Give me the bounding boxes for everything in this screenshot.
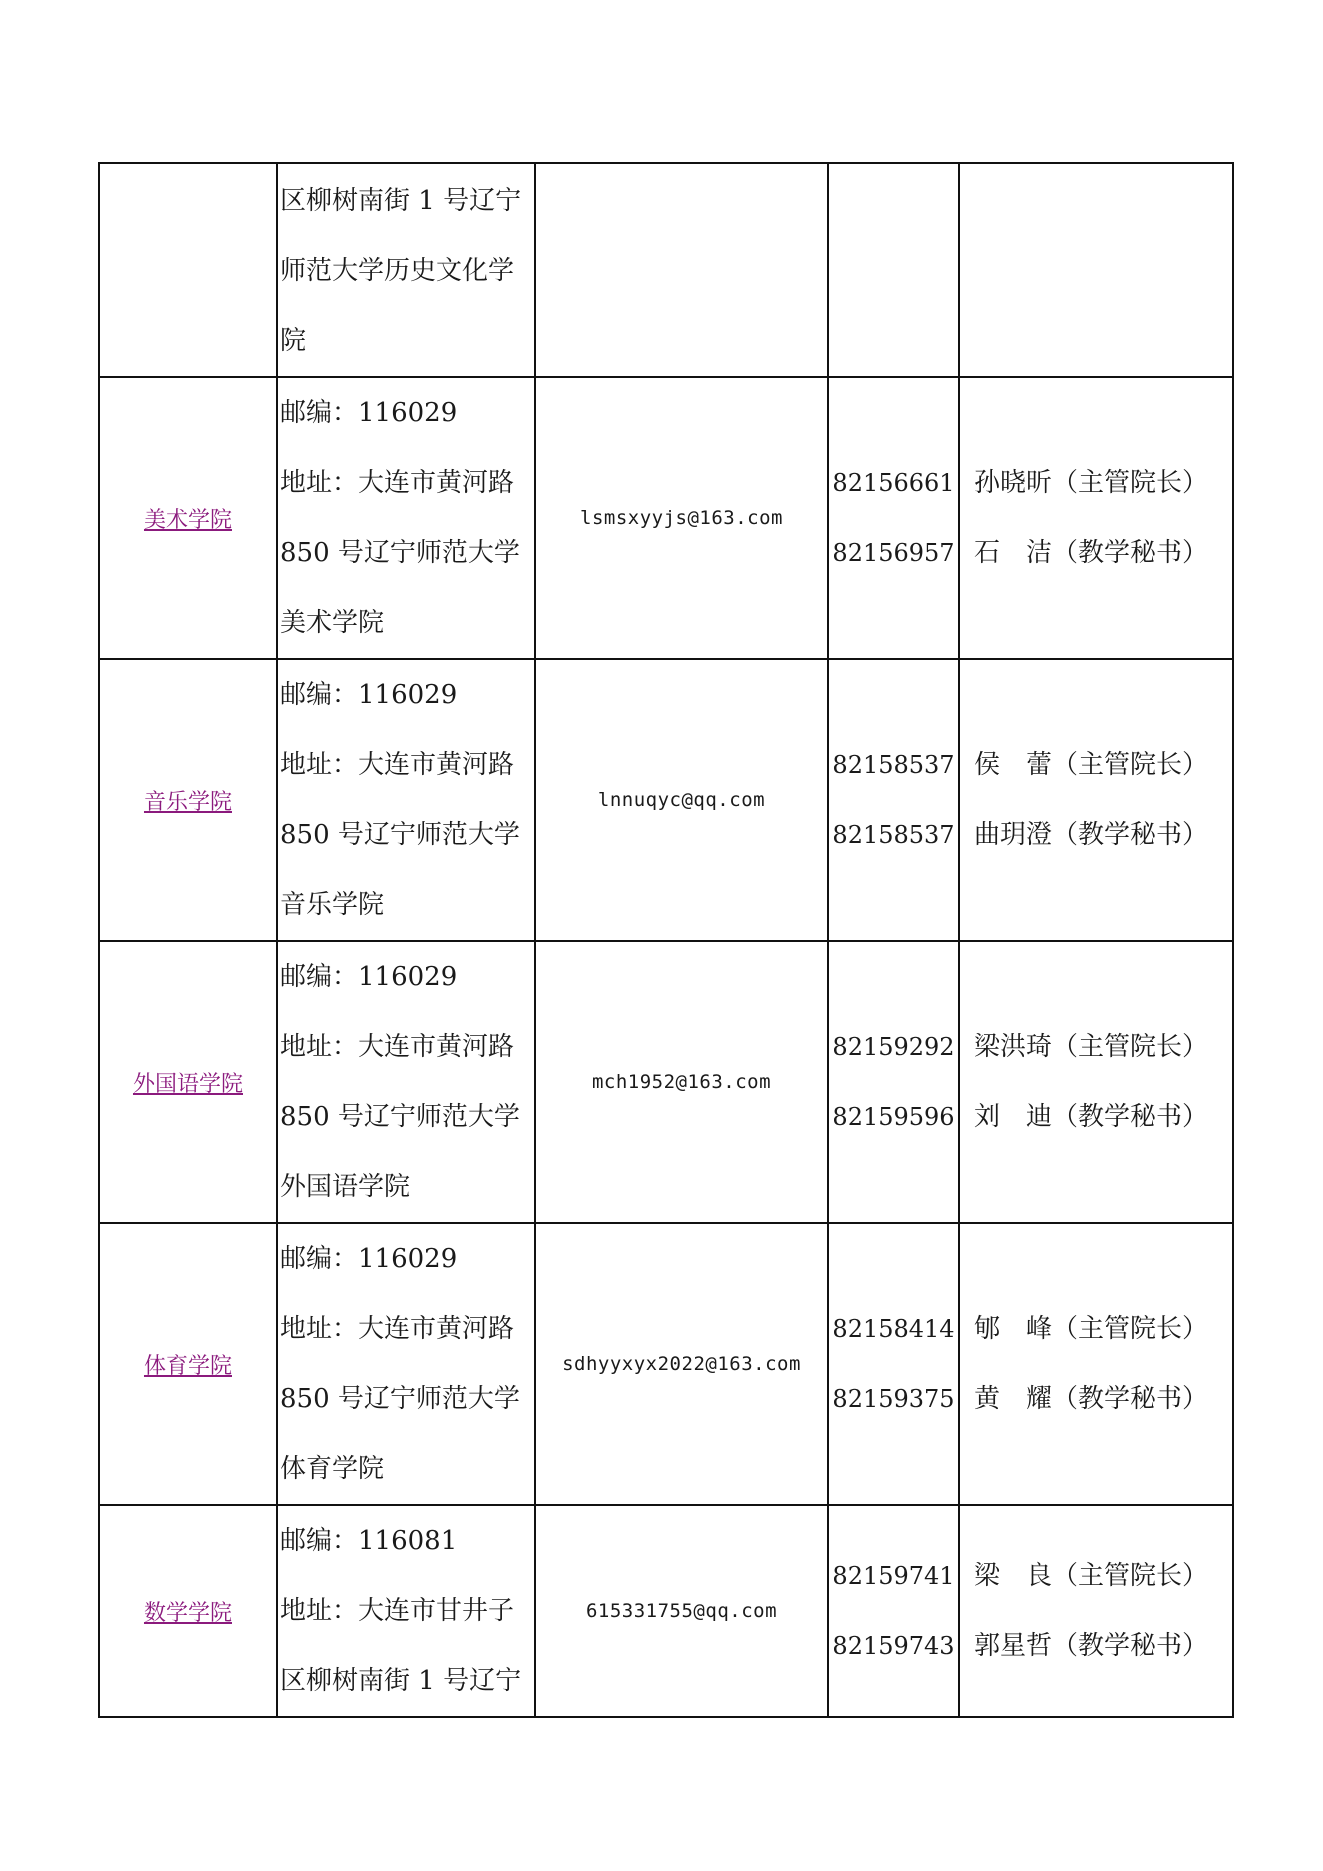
college-cell <box>99 659 277 941</box>
address-line: 850 号辽宁师范大学 <box>280 1384 520 1414</box>
phone-number: 82156661 <box>832 469 955 497</box>
contact-person: 孙晓昕（主管院长） <box>974 468 1209 498</box>
email-address: mch1952@163.com <box>591 1071 772 1093</box>
phone-cell <box>828 1505 959 1717</box>
table-row <box>99 1505 1233 1717</box>
contact-person: 黄 耀（教学秘书） <box>974 1384 1209 1414</box>
email-cell <box>535 941 828 1223</box>
address-line: 850 号辽宁师范大学 <box>280 820 520 850</box>
contact-person: 刘 迪（教学秘书） <box>974 1102 1209 1132</box>
contact-person: 侯 蕾（主管院长） <box>974 750 1209 780</box>
email-cell <box>535 1505 828 1717</box>
email-address: 615331755@qq.com <box>585 1600 778 1622</box>
postcode-line: 邮编：116081 <box>280 1526 458 1556</box>
contact-person-cell <box>959 1223 1233 1505</box>
contact-person: 郭星哲（教学秘书） <box>974 1631 1209 1661</box>
email-cell <box>535 1223 828 1505</box>
address-line: 音乐学院 <box>280 890 385 920</box>
contact-person-cell <box>959 163 1233 377</box>
address-line: 地址：大连市黄河路 <box>280 750 515 780</box>
address-cell <box>277 1223 535 1505</box>
college-link[interactable]: 外国语学院 <box>132 1071 243 1097</box>
address-cell <box>277 1505 535 1717</box>
phone-number: 82159741 <box>832 1562 955 1590</box>
contact-person-cell <box>959 941 1233 1223</box>
email-cell <box>535 659 828 941</box>
table-row <box>99 377 1233 659</box>
college-cell <box>99 941 277 1223</box>
postcode-line: 邮编：116029 <box>280 680 458 710</box>
college-cell <box>99 1223 277 1505</box>
contact-person: 曲玥澄（教学秘书） <box>974 820 1209 850</box>
phone-number: 82156957 <box>832 539 955 567</box>
college-link[interactable]: 音乐学院 <box>143 789 232 815</box>
table-row-continuation <box>99 163 1233 377</box>
address-line: 外国语学院 <box>280 1172 411 1202</box>
phone-number: 82159292 <box>832 1033 955 1061</box>
address-cell <box>277 377 535 659</box>
address-line: 美术学院 <box>280 608 385 638</box>
address-line: 地址：大连市黄河路 <box>280 1032 515 1062</box>
phone-cell <box>828 163 959 377</box>
email-cell <box>535 377 828 659</box>
phone-number: 82159743 <box>832 1632 955 1660</box>
phone-cell <box>828 941 959 1223</box>
phone-number: 82158537 <box>832 821 955 849</box>
email-address: lsmsxyyjs@163.com <box>580 507 783 529</box>
college-link[interactable]: 数学学院 <box>143 1600 232 1626</box>
address-line: 师范大学历史文化学 <box>280 256 515 286</box>
address-line: 体育学院 <box>280 1454 385 1484</box>
email-cell <box>535 163 828 377</box>
phone-cell <box>828 377 959 659</box>
college-contacts-table <box>98 162 1234 1718</box>
postcode-line: 邮编：116029 <box>280 398 458 428</box>
phone-number: 82158537 <box>832 751 955 779</box>
college-cell <box>99 1505 277 1717</box>
address-line: 地址：大连市黄河路 <box>280 468 515 498</box>
address-cell <box>277 941 535 1223</box>
contact-person-cell <box>959 377 1233 659</box>
email-address: sdhyyxyx2022@163.com <box>562 1353 801 1375</box>
address-line: 850 号辽宁师范大学 <box>280 538 520 568</box>
table-row <box>99 1223 1233 1505</box>
postcode-line: 邮编：116029 <box>280 1244 458 1274</box>
contact-person-cell <box>959 659 1233 941</box>
address-line: 区柳树南街 1 号辽宁 <box>280 1666 522 1696</box>
address-line: 850 号辽宁师范大学 <box>280 1102 520 1132</box>
address-line: 区柳树南街 1 号辽宁 <box>280 186 522 216</box>
address-line: 地址：大连市甘井子 <box>280 1596 515 1626</box>
phone-cell <box>828 1223 959 1505</box>
table-row <box>99 941 1233 1223</box>
college-link[interactable]: 体育学院 <box>143 1353 232 1379</box>
address-cell <box>277 659 535 941</box>
postcode-line: 邮编：116029 <box>280 962 458 992</box>
phone-cell <box>828 659 959 941</box>
contact-person: 梁洪琦（主管院长） <box>974 1032 1209 1062</box>
address-cell <box>277 163 535 377</box>
contact-person: 石 洁（教学秘书） <box>974 538 1209 568</box>
phone-number: 82159596 <box>832 1103 955 1131</box>
address-line: 院 <box>280 326 307 356</box>
address-line: 地址：大连市黄河路 <box>280 1314 515 1344</box>
contact-person-cell <box>959 1505 1233 1717</box>
phone-number: 82159375 <box>832 1385 955 1413</box>
college-link[interactable]: 美术学院 <box>143 507 232 533</box>
email-address: lnnuqyc@qq.com <box>597 789 766 811</box>
college-cell <box>99 163 277 377</box>
contact-person: 梁 良（主管院长） <box>974 1561 1209 1591</box>
phone-number: 82158414 <box>832 1315 955 1343</box>
contact-person: 郇 峰（主管院长） <box>974 1314 1209 1344</box>
college-cell <box>99 377 277 659</box>
table-row <box>99 659 1233 941</box>
